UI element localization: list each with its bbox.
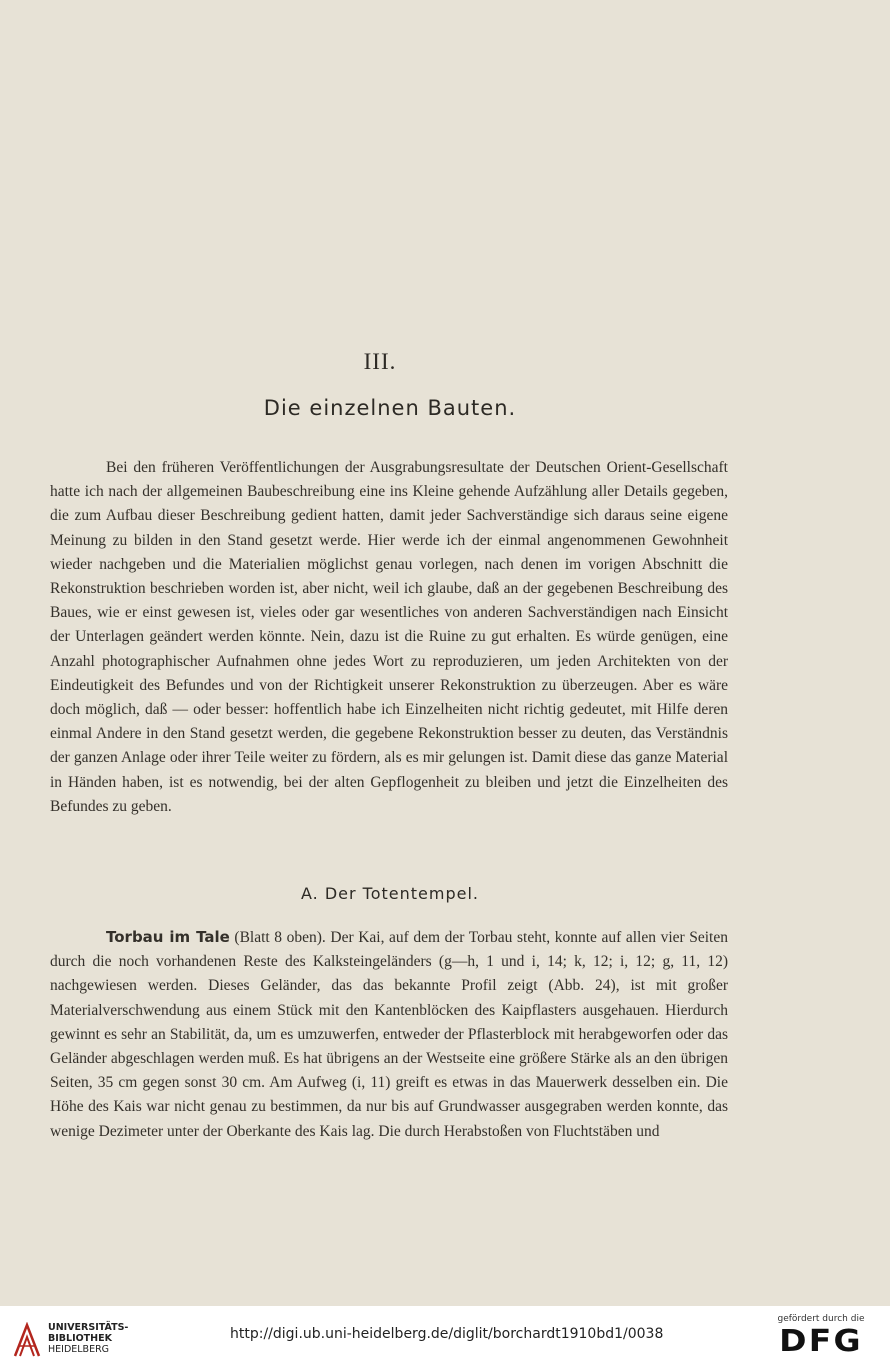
paragraph-body: (Blatt 8 oben). Der Kai, auf dem der Torbau steht, konnte auf allen vier Seiten durch die noch vorhandenen Reste des Kalksteingeländers (g—h, 1 und i, 14; k, 12; i, 12; g, 11, 12) nachgewiesen werden. Dieses Geländer, das das bekannte Profil zeigt (Abb. 24), ist mit großer Materialverschwendung aus einem Stück mit den Kantenblöcken des Kaipflasters ausgehauen. Hierdurch gewinnt es sehr an Stabilität, da, um es umzuwerfen, entweder der Pflasterblock mit herabgeworfen oder das Geländer abgeschlagen werden muß. Es hat übrigens an der Westseite eine größere Stärke als an den übrigen Seiten, 35 cm gegen sonst 30 cm. Am Aufweg (i, 11) greift es etwas in das Mauerwerk desselben ein. Die Höhe des Kais war nicht genau zu bestimmen, da nur bis auf Grundwasser ausgegraben werden konnte, das wenige Dezimeter unter der Oberkante des Kais lag. Die durch Herabstoßen von Fluchtstäben und bbox=[50, 929, 728, 1140]
funding-credit bbox=[766, 1314, 876, 1360]
viewer-footer bbox=[0, 1306, 890, 1371]
library-name bbox=[48, 1322, 128, 1355]
library-name-line1: UNIVERSITÄTS- bbox=[48, 1322, 129, 1333]
paragraph-run-in-heading: Torbau im Tale bbox=[106, 928, 230, 946]
section-heading: A. Der Totentempel. bbox=[301, 884, 479, 903]
funding-note: gefördert durch die bbox=[777, 1314, 865, 1324]
chapter-number: III. bbox=[363, 349, 397, 374]
intro-paragraph: Bei den früheren Veröffentlichungen der Ausgrabungsresultate der Deutschen Orient-Gesellschaft hatte ich nach der allgemeinen Baubeschreibung eine ins Kleine gehende Aufzählung aller Details gegeben, die zum Aufbau dieser Beschreibung gedient hatten, damit jeder Sachverständige sich daraus seine eigene Meinung zu bilden in den Stand gesetzt werde. Hier werde ich der einmal angenommenen Gewohnheit wieder nachgeben und die Materialien möglichst genau vorlegen, nach denen im vorigen Abschnitt die Rekonstruktion beschrieben worden ist, aber nicht, weil ich glaube, daß an der gegebenen Beschreibung des Baues, wie er einst gewesen ist, vieles oder gar wesentliches von anderen Sachverständigen nach Einsicht der Unterlagen geändert werden könnte. Nein, dazu ist die Ruine zu gut erhalten. Es würde genügen, eine Anzahl photographischer Aufnahmen ohne jedes Wort zu reproduzieren, um jeden Architekten von der Eindeutigkeit des Befundes und von der Richtigkeit unserer Rekonstruktion zu überzeugen. Aber es wäre doch möglich, daß — oder besser: hoffentlich habe ich Einzelheiten nicht richtig gedeutet, mit Hilfe deren einmal Andere in den Stand gesetzt werden, die gegebene Rekonstruktion besser zu deuten, das Verständnis der ganzen Anlage oder ihrer Teile weiter zu fördern, als es mir gelungen ist. Damit diese das ganze Material in Händen haben, ist es notwendig, bei der alten Gepflogenheit zu bleiben und jetzt die Einzelheiten des Befundes zu geben. bbox=[50, 459, 728, 815]
permalink-url[interactable]: http://digi.ub.uni-heidelberg.de/diglit/borchardt1910bd1/0038 bbox=[230, 1326, 664, 1342]
library-name-line2: BIBLIOTHEK bbox=[48, 1333, 112, 1344]
chapter-title: Die einzelnen Bauten. bbox=[263, 396, 517, 420]
university-library-logo-icon bbox=[12, 1322, 42, 1358]
dfg-logo: DFG bbox=[779, 1324, 863, 1359]
library-name-line3: HEIDELBERG bbox=[48, 1344, 110, 1355]
section-paragraph bbox=[50, 925, 728, 1144]
